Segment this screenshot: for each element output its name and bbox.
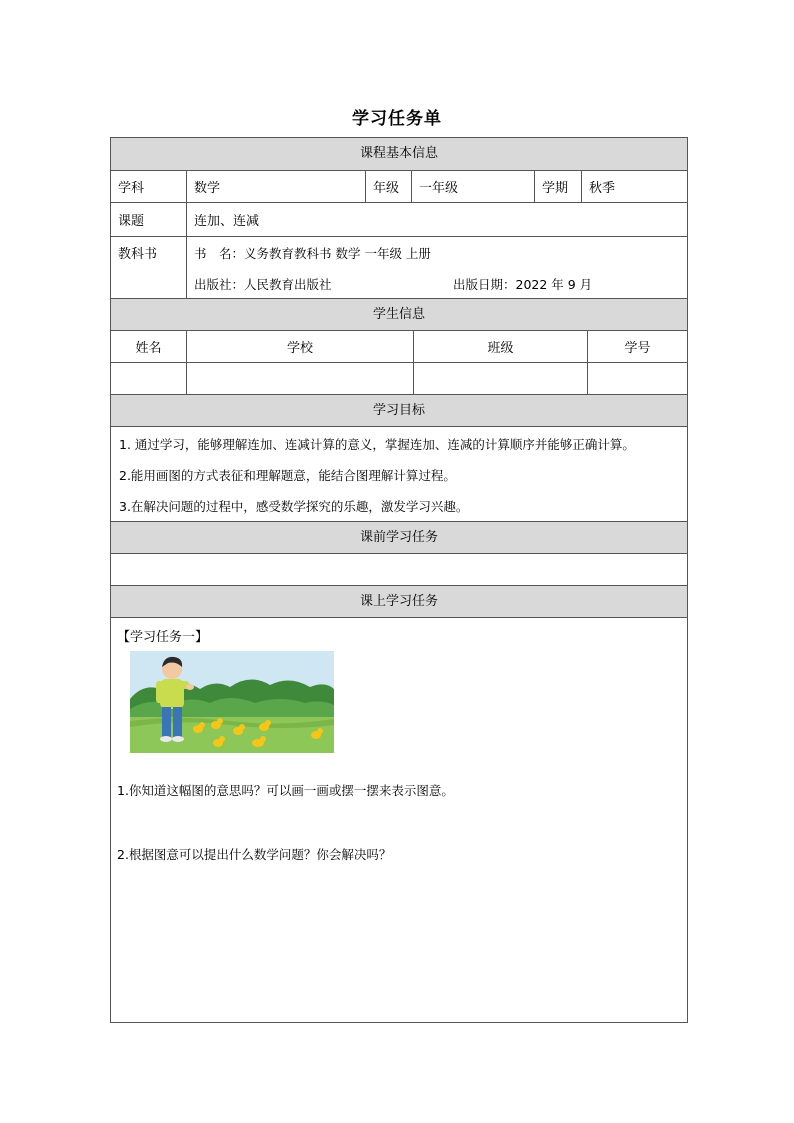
section-header-objectives: 学习目标 — [111, 395, 687, 427]
student-col-class: 班级 — [414, 331, 588, 362]
textbook-name: 书 名：义务教育教科书 数学 一年级 上册 — [194, 246, 431, 261]
pre-task-content[interactable] — [111, 554, 687, 586]
objective-item-1: 1. 通过学习，能够理解连加、连减计算的意义，掌握连加、连减的计算顺序并能够正确计算。 — [119, 437, 635, 452]
section-header-basic-info: 课程基本信息 — [111, 138, 687, 171]
page-title: 学习任务单 — [352, 109, 442, 129]
section-header-class-task: 课上学习任务 — [111, 586, 687, 618]
textbook-row — [111, 237, 687, 299]
question-2: 2.根据图意可以提出什么数学问题？你会解决吗？ — [117, 847, 392, 862]
textbook-pub-date: 出版日期：2022 年 9 月 — [453, 277, 593, 292]
textbook-label: 教科书 — [111, 237, 187, 298]
student-input-row — [111, 363, 687, 395]
grade-label: 年级 — [366, 171, 412, 202]
topic-row — [111, 203, 687, 237]
objective-item-3: 3.在解决问题的过程中，感受数学探究的乐趣，激发学习兴趣。 — [119, 499, 469, 514]
task-one-title: 【学习任务一】 — [117, 630, 209, 645]
textbook-publisher: 出版社：人民教育出版社 — [194, 277, 332, 292]
student-school-cell[interactable] — [187, 363, 414, 394]
objectives-row — [111, 427, 687, 522]
term-value: 秋季 — [589, 181, 616, 196]
grade-value: 一年级 — [412, 171, 535, 202]
topic-value: 连加、连减 — [194, 214, 260, 229]
section-header-pre-task: 课前学习任务 — [111, 522, 687, 554]
term-label: 学期 — [535, 171, 582, 202]
student-header-row — [111, 331, 687, 363]
student-name-cell[interactable] — [111, 363, 187, 394]
student-id-cell[interactable] — [588, 363, 687, 394]
section-header-student-info: 学生信息 — [111, 299, 687, 331]
student-col-name: 姓名 — [111, 331, 187, 362]
question-1: 1.你知道这幅图的意思吗？可以画一画或摆一摆来表示图意。 — [117, 783, 454, 798]
student-col-id: 学号 — [624, 341, 651, 356]
student-col-school: 学校 — [187, 331, 414, 362]
basic-info-row — [111, 171, 687, 203]
subject-label: 学科 — [111, 171, 187, 202]
objective-item-2: 2.能用画图的方式表征和理解题意，能结合图理解计算过程。 — [119, 468, 456, 483]
student-class-cell[interactable] — [414, 363, 588, 394]
boy-feeding-chicks-illustration — [130, 651, 334, 753]
task-sheet-table — [110, 137, 688, 1023]
subject-value: 数学 — [187, 171, 366, 202]
topic-label: 课题 — [111, 203, 187, 236]
